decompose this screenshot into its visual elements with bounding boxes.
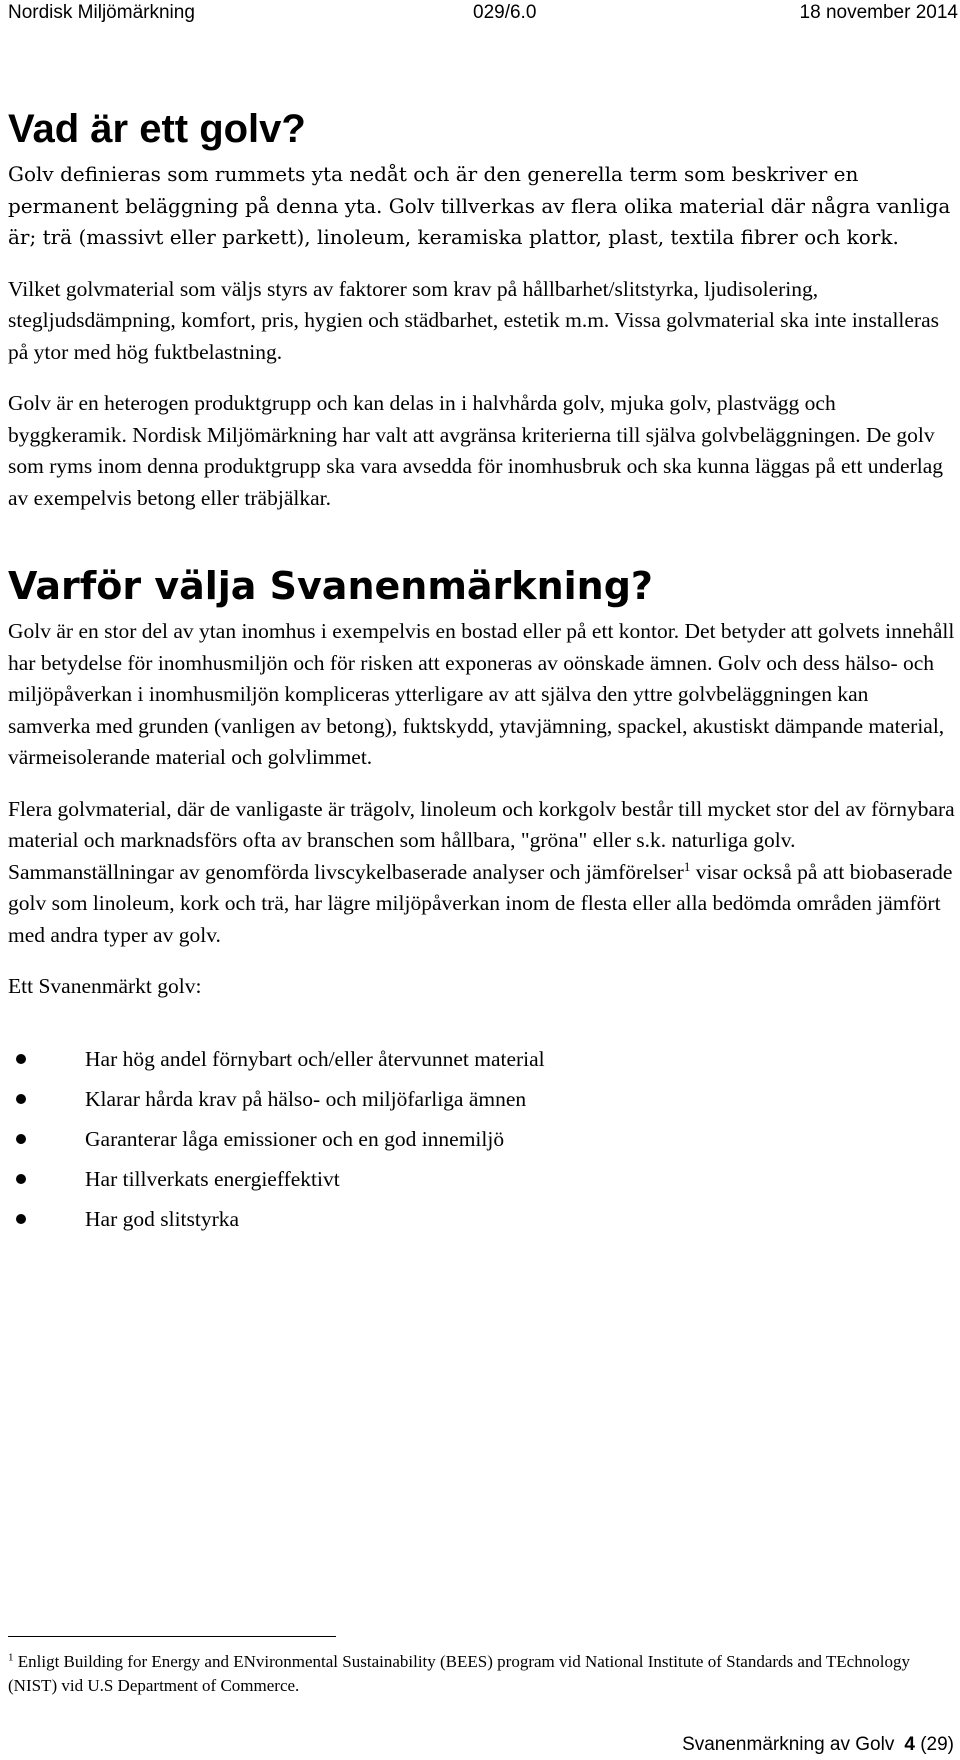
paragraph-renewable-materials [8,794,956,952]
page-footer [682,1733,954,1757]
list-item-text: Har hög andel förnybart och/eller återvunnet material [85,1046,545,1071]
bullet-icon [16,1054,26,1064]
paragraph-product-group: Golv är en heterogen produktgrupp och kan delas in i halvhårda golv, mjuka golv, plastvägg och byggkeramik. Nordisk Miljömärkning har valt att avgränsa kriterierna till själva golvbeläggningen. De golv som ryms inom denna produktgrupp ska vara avsedda för inomhusbruk och ska kunna läggas på ett underlag av exempelvis betong eller träbjälkar. [8,391,944,510]
paragraph-renewable-text-b: visar också på att biobaserade golv som linoleum, kork och trä, har lägre miljöpåverkan inom de flesta eller alla bedömda områden jämfört med andra typer av golv. [8,859,953,947]
footnote-reference: 1 [683,858,691,874]
bullet-icon [16,1214,26,1224]
footer-page-total: (29) [920,1734,954,1755]
page-content [8,105,956,1239]
swan-benefits-list [8,1039,956,1239]
header-document-number: 029/6.0 [473,2,537,23]
list-item [8,1079,956,1119]
footnote-text: Enligt Building for Energy and ENvironmental Sustainability (BEES) program vid National Institute of Standards and TEchnology (NIST) vid U.S Department of Commerce. [8,1652,910,1695]
list-item-text: Har god slitstyrka [85,1206,240,1231]
list-item-text: Har tillverkats energieffektivt [85,1166,340,1191]
bullet-icon [16,1094,26,1104]
paragraph-floor-definition: Golv definieras som rummets yta nedåt och är den generella term som beskriver en permanent beläggning på denna yta. Golv tillverkas av flera olika material där några vanliga är; trä (massivt eller parkett), linoleum, keramiska plattor, plast, textila fibrer och kork. [8,162,951,249]
list-item [8,1159,956,1199]
page-header [8,0,958,26]
list-item [8,1119,956,1159]
footnote-divider [8,1636,336,1637]
section-heading-why-swan: Varför välja Svanenmärkning? [8,564,653,608]
footnote-mark: 1 [8,1651,14,1664]
section-heading-what-is-floor: Vad är ett golv? [8,107,306,151]
paragraph-indoor-environment: Golv är en stor del av ytan inomhus i exempelvis en bostad eller på ett kontor. Det betyder att golvets innehåll har betydelse för inomhusmiljön och för risken att exponeras av oönskade ämnen. Golv och dess hälso- och miljöpåverkan i inomhusmiljön kompliceras ytterligare av att själva den yttre golvbeläggningen kan samverka med grunden (vanligen av betong), fuktskydd, ytavjämning, spackel, akustiskt dämpande material, värmeisolerande material och golvlimmet. [8,619,955,769]
header-organization: Nordisk Miljömärkning [8,2,195,23]
footer-document-title: Svanenmärkning av Golv [682,1734,895,1755]
bullet-icon [16,1174,26,1184]
paragraph-floor-material-factors: Vilket golvmaterial som väljs styrs av faktorer som krav på hållbarhet/slitstyrka, ljudisolering, stegljudsdämpning, komfort, pris, hygien och städbarhet, estetik m.m. Vissa golvmaterial ska inte installeras på ytor med hög fuktbelastning. [8,276,939,364]
list-item-text: Garanterar låga emissioner och en god innemiljö [85,1126,505,1151]
header-date: 18 november 2014 [799,2,958,23]
paragraph-list-intro: Ett Svanenmärkt golv: [8,974,202,998]
list-item [8,1039,956,1079]
list-item [8,1199,956,1239]
paragraph-renewable-text-a: Flera golvmaterial, där de vanligaste är trägolv, linoleum och korkgolv består till mycket stor del av förnybara material och marknadsförs ofta av branschen som hållbara, "gröna" eller s.k. naturliga golv. Sammanställningar av genomförda livscykelbaserade analyser och jämförelser [8,796,955,884]
bullet-icon [16,1134,26,1144]
footnote [8,1650,948,1698]
footer-page-number: 4 [904,1734,915,1755]
list-item-text: Klarar hårda krav på hälso- och miljöfarliga ämnen [85,1086,527,1111]
